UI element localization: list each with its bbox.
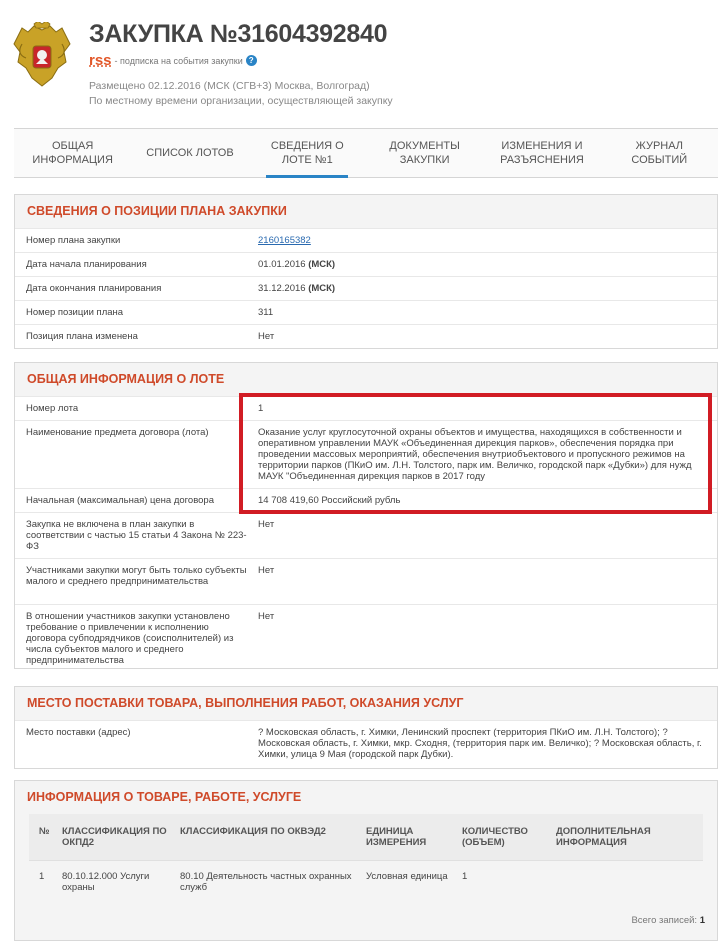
lot-section — [14, 362, 718, 669]
cell: Условная единица — [366, 871, 448, 882]
table-row — [15, 512, 717, 558]
plan-section — [14, 194, 718, 349]
cell: 80.10.12.000 Услуги охраны — [62, 871, 150, 893]
timezone: (МСК) — [308, 259, 336, 270]
table-row — [15, 488, 717, 512]
table-header — [29, 814, 703, 860]
column-header: КОЛИЧЕСТВО (ОБЪЕМ) — [462, 826, 528, 848]
row-value: 01.01.2016 — [258, 259, 306, 270]
table-row — [15, 252, 717, 276]
row-label: Наименование предмета договора (лота) — [26, 427, 209, 438]
total-value: 1 — [699, 915, 705, 926]
table-row — [15, 300, 717, 324]
cell: 1 — [39, 871, 45, 882]
row-label: Участниками закупки могут быть только субъекты малого и среднего предпринимательства — [26, 565, 247, 587]
row-label: Дата окончания планирования — [26, 283, 162, 294]
placed-timezone-note: По местному времени организации, осуществляющей закупку — [89, 95, 393, 107]
row-value: Нет — [258, 331, 275, 342]
row-label: В отношении участников закупки установлено требование о привлечении к исполнению договора субподрядчиков (соисполнителей) из числа субъектов малого и среднего предпринимательства — [26, 611, 234, 666]
delivery-section — [14, 686, 718, 769]
column-header: ДОПОЛНИТЕЛЬНАЯ ИНФОРМАЦИЯ — [556, 826, 651, 848]
table-row — [15, 604, 717, 668]
row-label: Позиция плана изменена — [26, 331, 138, 342]
column-header: КЛАССИФИКАЦИЯ ПО ОКВЭД2 — [180, 826, 326, 837]
row-value: 311 — [258, 307, 274, 318]
row-value: Оказание услуг круглосуточной охраны объектов и имущества, находящихся в собственности и оперативном управлении МАУК «Объединенная дирекция парков», обеспечения порядка при проведении массовых мероприятий, обеспечения внутриобъектового и пропускного режимов на территории парков (ПКиО им. Л.Н. Толстого, парк им. Величко, городской парк «Дубки») для нужд МАУК "Объединенная дирекция парков в 2017 году — [258, 427, 692, 482]
goods-table — [29, 814, 703, 905]
table-row — [15, 396, 717, 420]
column-header: КЛАССИФИКАЦИЯ ПО ОКПД2 — [62, 826, 167, 848]
plan-number-link[interactable]: 2160165382 — [258, 235, 311, 246]
row-label: Место поставки (адрес) — [26, 727, 131, 738]
row-value: 14 708 419,60 Российский рубль — [258, 495, 401, 506]
tab-changes[interactable]: ИЗМЕНЕНИЯ И РАЗЪЯСНЕНИЯ — [500, 140, 584, 166]
table-row — [15, 276, 717, 300]
tab-lot-details[interactable]: СВЕДЕНИЯ О ЛОТЕ №1 — [249, 129, 366, 177]
row-value: Нет — [258, 611, 275, 622]
placed-date: Размещено 02.12.2016 (МСК (СГВ+3) Москва, Волгоград) — [89, 80, 370, 92]
tab-lot-list[interactable]: СПИСОК ЛОТОВ — [146, 147, 234, 159]
row-label: Начальная (максимальная) цена договора — [26, 495, 215, 506]
table-row — [15, 720, 717, 768]
row-label: Дата начала планирования — [26, 259, 147, 270]
page-header — [0, 0, 719, 120]
total-label: Всего записей: — [631, 915, 698, 926]
row-label: Номер позиции плана — [26, 307, 124, 318]
table-row — [15, 558, 717, 604]
row-value: ? Московская область, г. Химки, Ленинский проспект (территория ПКиО им. Л.Н. Толстого); ? Московская область, г. Химки, мкр. Сходня, (территория парк им. Величко); ? Московская область, г. Химки, улица 9 Мая (городской парк Дубки). — [258, 727, 702, 760]
section-title: ИНФОРМАЦИЯ О ТОВАРЕ, РАБОТЕ, УСЛУГЕ — [27, 790, 302, 804]
page-title: ЗАКУПКА №31604392840 — [89, 20, 388, 48]
table-row — [29, 860, 703, 905]
cell — [556, 871, 703, 893]
row-label: Номер плана закупки — [26, 235, 121, 246]
row-label: Закупка не включена в план закупки в соответствии с частью 15 статьи 4 Закона № 223-ФЗ — [26, 519, 247, 552]
column-header: № — [39, 826, 50, 837]
table-row — [15, 420, 717, 488]
placement-info — [89, 79, 393, 109]
section-title: МЕСТО ПОСТАВКИ ТОВАРА, ВЫПОЛНЕНИЯ РАБОТ, ОКАЗАНИЯ УСЛУГ — [27, 696, 464, 710]
rss-subscription — [89, 52, 257, 69]
row-value: Нет — [258, 519, 275, 530]
coat-of-arms-icon — [12, 22, 72, 90]
row-value: 31.12.2016 — [258, 283, 306, 294]
row-label: Номер лота — [26, 403, 79, 414]
row-value: Нет — [258, 565, 275, 576]
column-header: ЕДИНИЦА ИЗМЕРЕНИЯ — [366, 826, 427, 848]
tab-event-log[interactable]: ЖУРНАЛ СОБЫТИЙ — [631, 140, 688, 166]
timezone: (МСК) — [308, 283, 336, 294]
cell: 80.10 Деятельность частных охранных служб — [180, 871, 352, 893]
question-circle-icon[interactable]: ? — [246, 55, 257, 66]
tab-bar — [14, 128, 718, 178]
tab-documents[interactable]: ДОКУМЕНТЫ ЗАКУПКИ — [389, 140, 460, 166]
tab-general-info[interactable]: ОБЩАЯ ИНФОРМАЦИЯ — [32, 140, 113, 166]
goods-section — [14, 780, 718, 941]
records-total — [15, 905, 717, 940]
rss-subtitle: - подписка на события закупки — [114, 55, 243, 66]
rss-link[interactable]: rss — [89, 52, 112, 69]
section-title: СВЕДЕНИЯ О ПОЗИЦИИ ПЛАНА ЗАКУПКИ — [27, 204, 287, 218]
row-value: 1 — [258, 403, 264, 414]
section-title: ОБЩАЯ ИНФОРМАЦИЯ О ЛОТЕ — [27, 372, 225, 386]
table-row — [15, 324, 717, 348]
cell: 1 — [462, 871, 468, 882]
table-row — [15, 228, 717, 252]
